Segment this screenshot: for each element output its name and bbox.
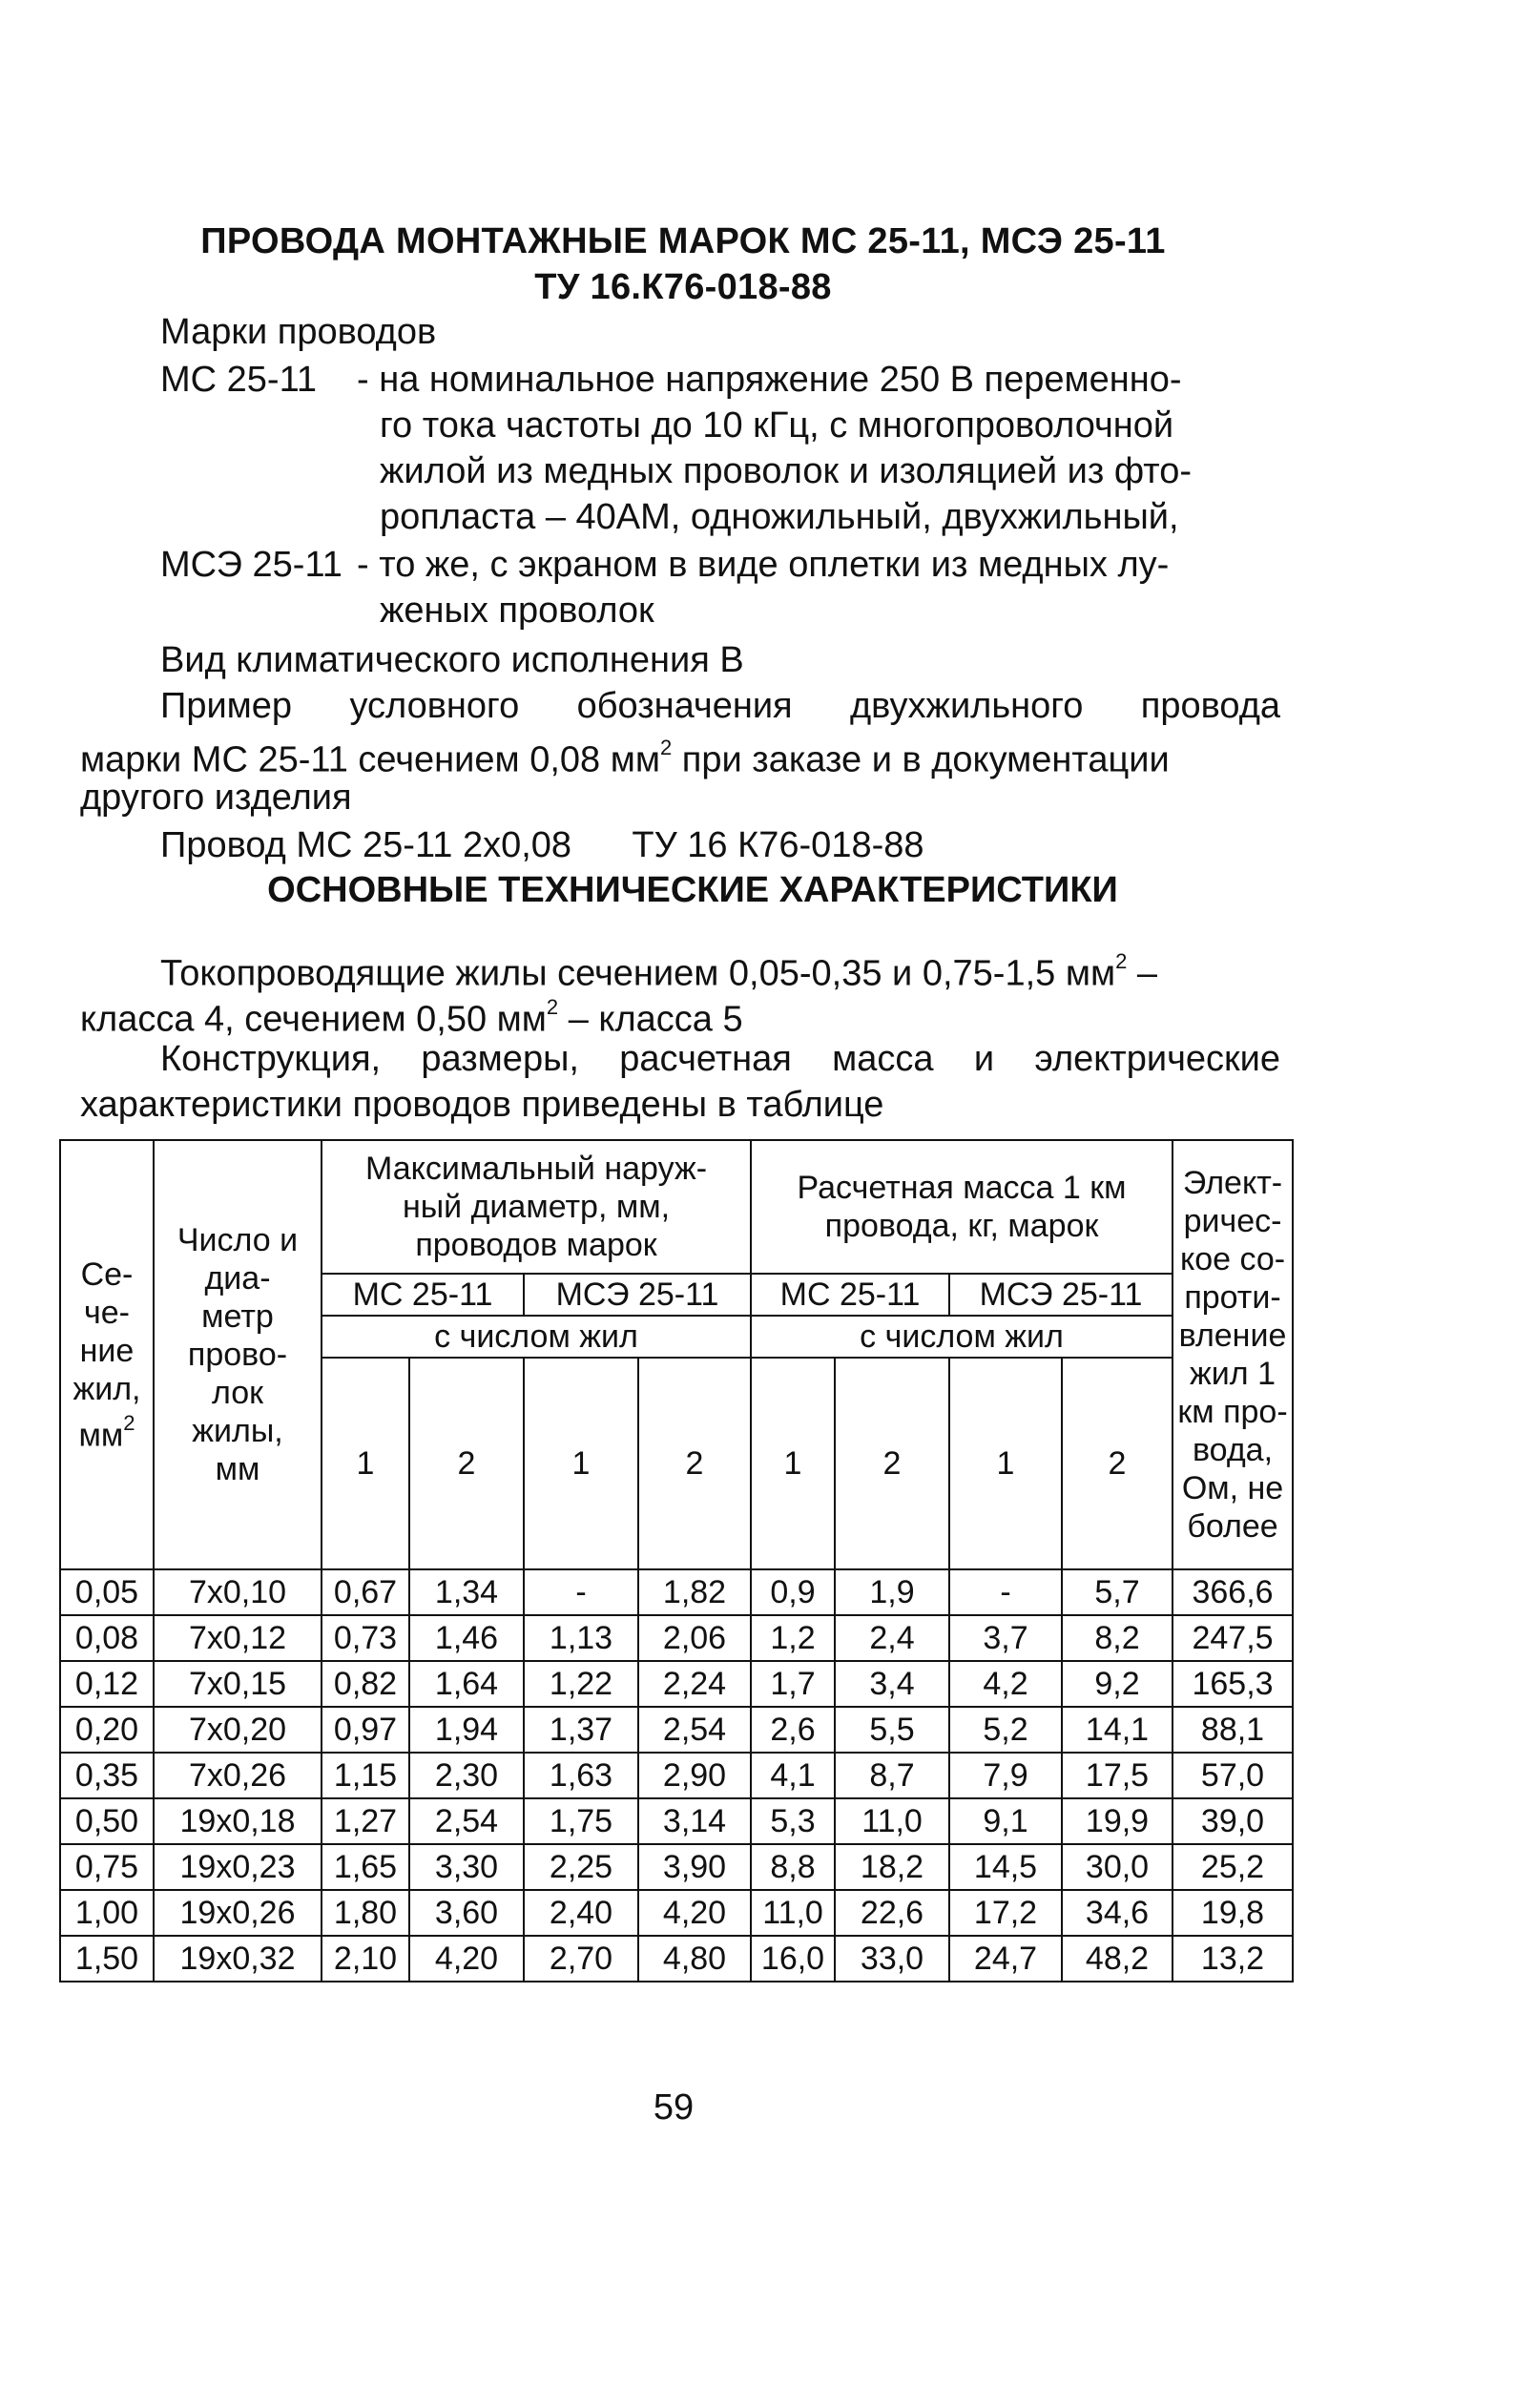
table-cell: 0,20 bbox=[60, 1707, 154, 1753]
table-cell: 1,65 bbox=[322, 1844, 409, 1890]
table-cell: 2,06 bbox=[638, 1615, 751, 1661]
table-cell: 2,30 bbox=[409, 1753, 524, 1798]
table-cell: 4,80 bbox=[638, 1936, 751, 1982]
header-mse-mass: МСЭ 25-11 bbox=[949, 1274, 1173, 1316]
header-cores-diameter: с числом жил bbox=[322, 1316, 751, 1358]
table-cell: 4,2 bbox=[949, 1661, 1062, 1707]
table-cell: 0,82 bbox=[322, 1661, 409, 1707]
table-cell: 19х0,18 bbox=[154, 1798, 322, 1844]
paragraph-line: Конструкция, размеры, расчетная масса и электрические bbox=[160, 1039, 1280, 1079]
table-cell: 2,6 bbox=[751, 1707, 835, 1753]
table-row bbox=[60, 1798, 1293, 1844]
header-resistance: Элект- ричес- кое со- проти- вление жил 1 км про- вода, Ом, не более bbox=[1173, 1140, 1293, 1569]
table-cell: 11,0 bbox=[835, 1798, 949, 1844]
table-cell: 1,22 bbox=[524, 1661, 638, 1707]
header-mass: Расчетная масса 1 км провода, кг, марок bbox=[751, 1140, 1173, 1274]
table-cell: 1,46 bbox=[409, 1615, 524, 1661]
table-cell: 7х0,10 bbox=[154, 1569, 322, 1615]
table-cell: 1,15 bbox=[322, 1753, 409, 1798]
table-cell: 0,75 bbox=[60, 1844, 154, 1890]
table-cell: 247,5 bbox=[1173, 1615, 1293, 1661]
table-cell: 7х0,20 bbox=[154, 1707, 322, 1753]
table-cell: 88,1 bbox=[1173, 1707, 1293, 1753]
table-cell: 1,82 bbox=[638, 1569, 751, 1615]
table-cell: 1,75 bbox=[524, 1798, 638, 1844]
table-row bbox=[60, 1569, 1293, 1615]
table-cell: 2,4 bbox=[835, 1615, 949, 1661]
table-cell: 1,7 bbox=[751, 1661, 835, 1707]
table-cell: 13,2 bbox=[1173, 1936, 1293, 1982]
table-cell: 3,14 bbox=[638, 1798, 751, 1844]
table-cell: 1,50 bbox=[60, 1936, 154, 1982]
table-cell: 7х0,15 bbox=[154, 1661, 322, 1707]
table-row bbox=[60, 1936, 1293, 1982]
table-cell: 9,1 bbox=[949, 1798, 1062, 1844]
table-cell: 7х0,12 bbox=[154, 1615, 322, 1661]
table-cell: 0,73 bbox=[322, 1615, 409, 1661]
table-cell: 0,05 bbox=[60, 1569, 154, 1615]
table-row bbox=[60, 1615, 1293, 1661]
table-cell: 1,13 bbox=[524, 1615, 638, 1661]
document-title: ПРОВОДА МОНТАЖНЫЕ МАРОК МС 25-11, МСЭ 25-11 bbox=[200, 221, 1166, 261]
table-cell: 2,10 bbox=[322, 1936, 409, 1982]
table-cell: 0,08 bbox=[60, 1615, 154, 1661]
header-section: Се- че- ние жил, $мм^2$ bbox=[60, 1140, 154, 1569]
table-cell: 14,1 bbox=[1062, 1707, 1173, 1753]
header-core-count: 1 bbox=[322, 1358, 409, 1569]
table-cell: 1,63 bbox=[524, 1753, 638, 1798]
table-cell: 5,2 bbox=[949, 1707, 1062, 1753]
table-cell: 2,40 bbox=[524, 1890, 638, 1936]
header-wires: Число и диа- метр прово- лок жилы, мм bbox=[154, 1140, 322, 1569]
header-core-count: 2 bbox=[1062, 1358, 1173, 1569]
header-mse-diameter: МСЭ 25-11 bbox=[524, 1274, 751, 1316]
table-cell: 17,2 bbox=[949, 1890, 1062, 1936]
table-cell: 2,25 bbox=[524, 1844, 638, 1890]
table-cell: 0,9 bbox=[751, 1569, 835, 1615]
table-cell: 8,7 bbox=[835, 1753, 949, 1798]
table-cell: 14,5 bbox=[949, 1844, 1062, 1890]
header-core-count: 2 bbox=[409, 1358, 524, 1569]
table-cell: 7х0,26 bbox=[154, 1753, 322, 1798]
section-heading: ОСНОВНЫЕ ТЕХНИЧЕСКИЕ ХАРАКТЕРИСТИКИ bbox=[267, 870, 1118, 910]
table-cell: 19,9 bbox=[1062, 1798, 1173, 1844]
table-cell: 0,50 bbox=[60, 1798, 154, 1844]
table-body bbox=[60, 1569, 1293, 1982]
header-core-count: 1 bbox=[524, 1358, 638, 1569]
table-cell: 2,70 bbox=[524, 1936, 638, 1982]
specs-table bbox=[59, 1139, 1294, 1982]
table-cell: 1,94 bbox=[409, 1707, 524, 1753]
mse-code: МСЭ 25-11 bbox=[160, 545, 342, 585]
ms-description-line: го тока частоты до 10 кГц, с многопроволочной bbox=[380, 405, 1174, 446]
table-cell: 1,80 bbox=[322, 1890, 409, 1936]
table-row bbox=[60, 1753, 1293, 1798]
table-cell: 17,5 bbox=[1062, 1753, 1173, 1798]
header-core-count: 2 bbox=[835, 1358, 949, 1569]
table-cell: 11,0 bbox=[751, 1890, 835, 1936]
table-cell: 0,67 bbox=[322, 1569, 409, 1615]
table-row bbox=[60, 1661, 1293, 1707]
table-cell: 366,6 bbox=[1173, 1569, 1293, 1615]
table-cell: 8,2 bbox=[1062, 1615, 1173, 1661]
table-cell: 3,4 bbox=[835, 1661, 949, 1707]
table-cell: 2,54 bbox=[409, 1798, 524, 1844]
designation-text: Провод МС 25-11 2х0,08 ТУ 16 К76-018-88 bbox=[160, 825, 924, 865]
table-cell: 5,3 bbox=[751, 1798, 835, 1844]
table-cell: 22,6 bbox=[835, 1890, 949, 1936]
table-cell: 19х0,32 bbox=[154, 1936, 322, 1982]
mse-description-line: женых проволок bbox=[380, 591, 654, 631]
ms-description-line: - на номинальное напряжение 250 В переменно- bbox=[357, 360, 1182, 400]
table-cell: 18,2 bbox=[835, 1844, 949, 1890]
table-cell: 7,9 bbox=[949, 1753, 1062, 1798]
table-cell: 25,2 bbox=[1173, 1844, 1293, 1890]
table-row bbox=[60, 1890, 1293, 1936]
table-cell: 1,64 bbox=[409, 1661, 524, 1707]
table-cell: - bbox=[524, 1569, 638, 1615]
table-cell: 57,0 bbox=[1173, 1753, 1293, 1798]
table-cell: 48,2 bbox=[1062, 1936, 1173, 1982]
table-cell: 33,0 bbox=[835, 1936, 949, 1982]
ms-description-line: жилой из медных проволок и изоляцией из фто- bbox=[380, 451, 1193, 491]
marks-heading: Марки проводов bbox=[160, 312, 437, 352]
table-cell: 1,00 bbox=[60, 1890, 154, 1936]
table-cell: 30,0 bbox=[1062, 1844, 1173, 1890]
mse-description-line: - то же, с экраном в виде оплетки из медных лу- bbox=[357, 545, 1170, 585]
table-cell: 3,7 bbox=[949, 1615, 1062, 1661]
table-cell: 19х0,23 bbox=[154, 1844, 322, 1890]
paragraph-line: класса 4, сечением 0,50 $мм^2$ – класса 5 bbox=[80, 995, 743, 1040]
table-cell: 3,60 bbox=[409, 1890, 524, 1936]
page-number: 59 bbox=[653, 2087, 695, 2128]
header-core-count: 2 bbox=[638, 1358, 751, 1569]
table-cell: - bbox=[949, 1569, 1062, 1615]
table-cell: 1,2 bbox=[751, 1615, 835, 1661]
table-cell: 165,3 bbox=[1173, 1661, 1293, 1707]
table-cell: 0,12 bbox=[60, 1661, 154, 1707]
table-cell: 1,34 bbox=[409, 1569, 524, 1615]
table-cell: 34,6 bbox=[1062, 1890, 1173, 1936]
table-cell: 16,0 bbox=[751, 1936, 835, 1982]
document-subtitle: ТУ 16.К76-018-88 bbox=[534, 267, 832, 307]
table-cell: 5,5 bbox=[835, 1707, 949, 1753]
table-cell: 3,90 bbox=[638, 1844, 751, 1890]
table-cell: 2,54 bbox=[638, 1707, 751, 1753]
paragraph-line: Токопроводящие жилы сечением 0,05-0,35 и 0,75-1,5 $мм^2$ – bbox=[160, 949, 1158, 994]
table-cell: 0,97 bbox=[322, 1707, 409, 1753]
header-cores-mass: с числом жил bbox=[751, 1316, 1173, 1358]
ms-description-line: ропласта – 40АМ, одножильный, двухжильный, bbox=[380, 497, 1179, 537]
table-cell: 5,7 bbox=[1062, 1569, 1173, 1615]
table-cell: 2,24 bbox=[638, 1661, 751, 1707]
table-cell: 24,7 bbox=[949, 1936, 1062, 1982]
example-line: марки МС 25-11 сечением 0,08 $мм^2$ при заказе и в документации bbox=[80, 736, 1170, 780]
table-cell: 3,30 bbox=[409, 1844, 524, 1890]
table-cell: 19х0,26 bbox=[154, 1890, 322, 1936]
table-cell: 9,2 bbox=[1062, 1661, 1173, 1707]
table-cell: 4,20 bbox=[409, 1936, 524, 1982]
table-cell: 4,20 bbox=[638, 1890, 751, 1936]
ms-code: МС 25-11 bbox=[160, 360, 318, 400]
example-line: другого изделия bbox=[80, 778, 352, 818]
paragraph-line: характеристики проводов приведены в таблице bbox=[80, 1085, 884, 1125]
table-cell: 1,37 bbox=[524, 1707, 638, 1753]
table-cell: 0,35 bbox=[60, 1753, 154, 1798]
table-cell: 1,9 bbox=[835, 1569, 949, 1615]
table-cell: 1,27 bbox=[322, 1798, 409, 1844]
table-cell: 39,0 bbox=[1173, 1798, 1293, 1844]
header-diameter: Максимальный наруж- ный диаметр, мм, проводов марок bbox=[322, 1140, 751, 1274]
header-core-count: 1 bbox=[949, 1358, 1062, 1569]
table-cell: 2,90 bbox=[638, 1753, 751, 1798]
table-row bbox=[60, 1707, 1293, 1753]
example-line: Пример условного обозначения двухжильного провода bbox=[160, 686, 1280, 726]
table-cell: 8,8 bbox=[751, 1844, 835, 1890]
header-ms-mass: МС 25-11 bbox=[751, 1274, 949, 1316]
table-row bbox=[60, 1844, 1293, 1890]
climate-text: Вид климатического исполнения В bbox=[160, 640, 744, 680]
table-cell: 19,8 bbox=[1173, 1890, 1293, 1936]
table-cell: 4,1 bbox=[751, 1753, 835, 1798]
header-core-count: 1 bbox=[751, 1358, 835, 1569]
header-ms-diameter: МС 25-11 bbox=[322, 1274, 524, 1316]
